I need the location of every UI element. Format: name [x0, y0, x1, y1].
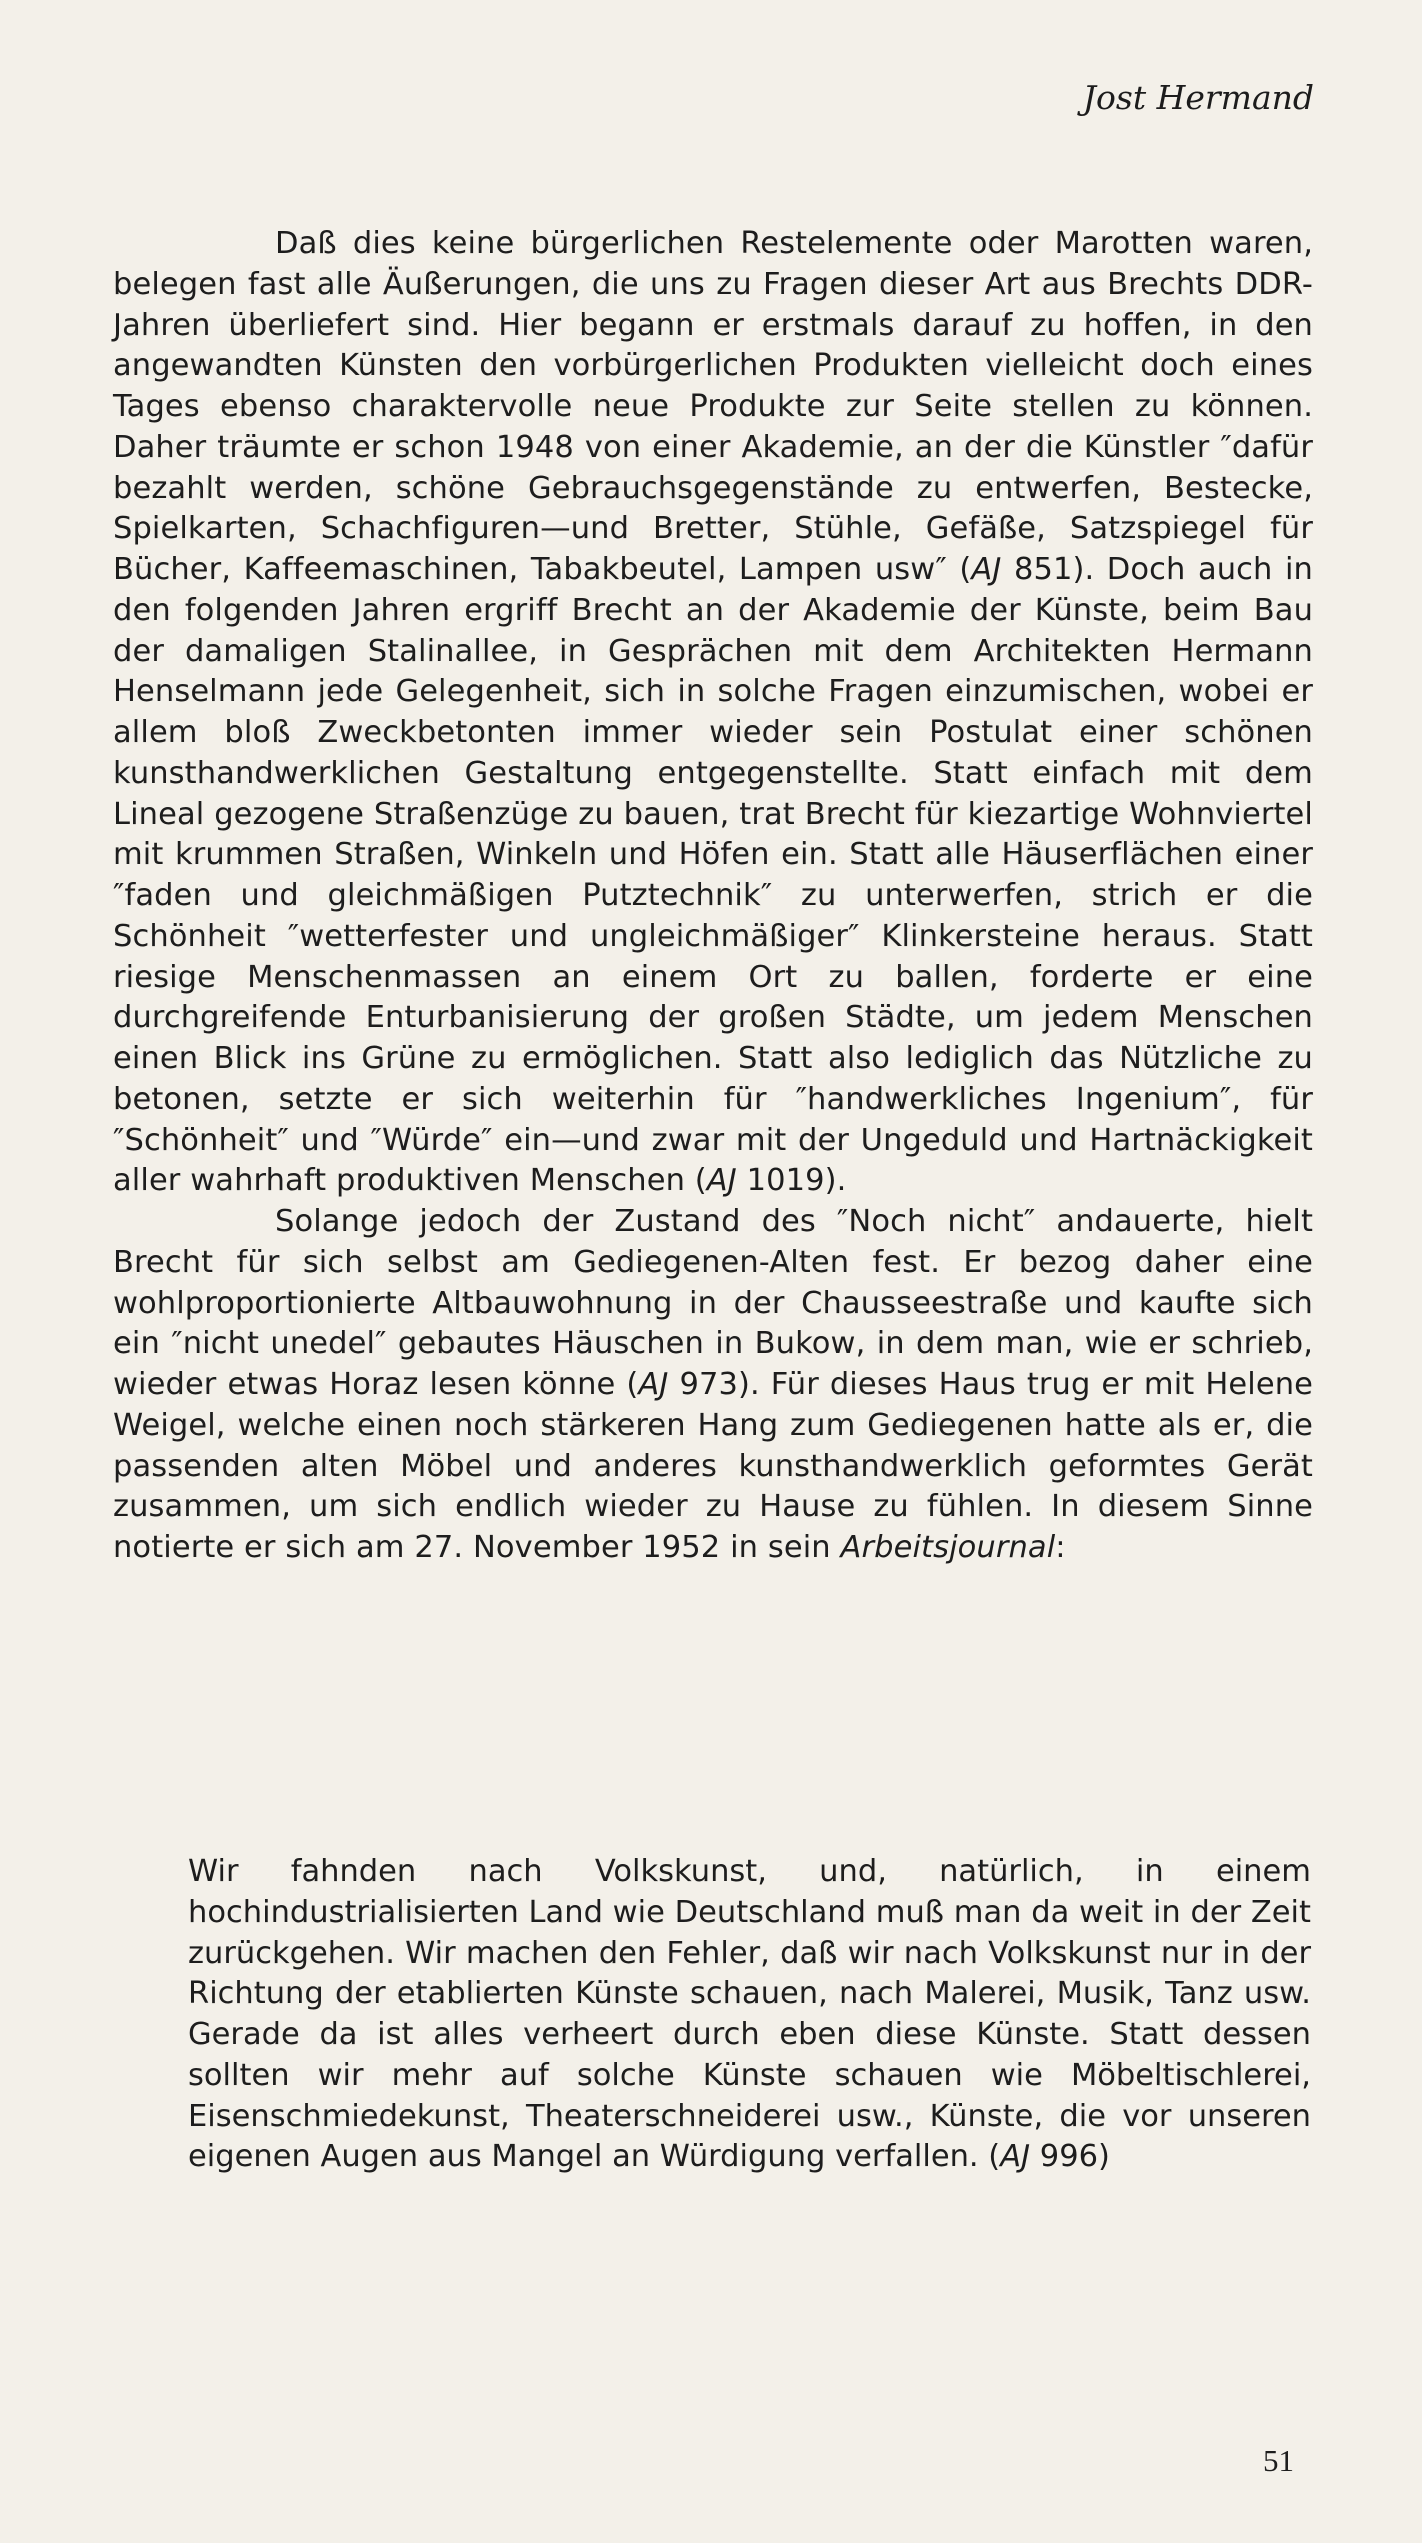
paragraph-1-text-c: 1019).	[736, 1163, 847, 1199]
citation-abbrev: AJ	[638, 1367, 669, 1402]
block-quote-end: 996)	[1030, 2139, 1110, 2175]
running-head: Jost Hermand	[1082, 78, 1314, 117]
journal-title: Arbeitsjournal	[840, 1530, 1056, 1565]
paragraph-1-text-b: 851). Doch auch in den folgenden Jahren ergriff Brecht an der Akademie der Künste, beim Bau der damaligen Stalinallee, in Gesprächen mit dem Architekten Hermann Henselmann jede Gelegenheit, sich in solche Fragen einzumischen, wobei er allem bloß Zweckbetonten immer wieder sein Postulat einer schönen kunsthandwerklichen Gestaltung entgegenstellte. Statt einfach mit dem Lineal gezogene Straßenzüge zu bauen, trat Brecht für kiezartige Wohnviertel mit krummen Straßen, Winkeln und Höfen ein. Statt alle Häuserflächen einer ″faden und gleichmäßigen Putztechnik″ zu unterwerfen, strich er die Schönheit ″wetterfester und ungleichmäßiger″ Klinkersteine heraus. Statt riesige Menschenmassen an einem Ort zu ballen, forderte er eine durchgreifende Enturbanisierung der großen Städte, um jedem Menschen einen Blick ins Grüne zu ermöglichen. Statt also lediglich das Nützliche zu betonen, setzte er sich weiterhin für ″handwerkliches Ingenium″, für ″Schönheit″ und ″Würde″ ein—und zwar mit der Ungeduld und Hartnäckigkeit aller wahrhaft produktiven Menschen (	[113, 552, 1313, 1199]
main-text	[113, 224, 1313, 1569]
paragraph-2-text-a: Solange jedoch der Zustand des ″Noch nicht″ andauerte, hielt Brecht für sich selbst am Gediegenen-Alten fest. Er bezog daher eine wohlproportionierte Altbauwohnung in der Chausseestraße und kaufte sich ein ″nicht unedel″ gebautes Häuschen in Bukow, in dem man, wie er schrieb, wieder etwas Horaz lesen könne (	[113, 1204, 1313, 1402]
page-number: 51	[1263, 2443, 1294, 2478]
block-quote-paragraph	[188, 1852, 1311, 2178]
block-quote-text: Wir fahnden nach Volkskunst, und, natürlich, in einem hochindustrialisierten Land wie Deutschland muß man da weit in der Zeit zurückgehen. Wir machen den Fehler, daß wir nach Volkskunst nur in der Richtung der etablierten Künste schauen, nach Malerei, Musik, Tanz usw. Gerade da ist alles verheert durch eben diese Künste. Statt dessen sollten wir mehr auf solche Künste schauen wie Möbeltischlerei, Eisenschmiedekunst, Theaterschneiderei usw., Künste, die vor unseren eigenen Augen aus Mangel an Würdigung verfallen. (	[188, 1854, 1311, 2175]
citation-abbrev: AJ	[971, 552, 1002, 587]
paragraph-2-text-b: 973). Für dieses Haus trug er mit Helene Weigel, welche einen noch stärkeren Hang zum Gediegenen hatte als er, die passenden alten Möbel und anderes kunsthandwerklich geformtes Gerät zusammen, um sich endlich wieder zu Hause zu fühlen. In diesem Sinne notierte er sich am 27. November 1952 in sein	[113, 1367, 1313, 1565]
block-quote	[188, 1852, 1311, 2178]
paragraph-1	[113, 224, 1313, 1202]
paragraph-2-end: :	[1055, 1530, 1066, 1565]
paragraph-1-text-a: Daß dies keine bürgerlichen Restelemente oder Marotten waren, belegen fast alle Äußerungen, die uns zu Fragen dieser Art aus Brechts DDR-Jahren überliefert sind. Hier begann er erstmals darauf zu hoffen, in den angewandten Künsten den vorbürgerlichen Produkten vielleicht doch eines Tages ebenso charaktervolle neue Produkte zur Seite stellen zu können. Daher träumte er schon 1948 von einer Akademie, an der die Künstler ″dafür bezahlt werden, schöne Gebrauchsgegenstände zu entwerfen, Bestecke, Spielkarten, Schachfiguren—und Bretter, Stühle, Gefäße, Satzspiegel für Bücher, Kaffeemaschinen, Tabakbeutel, Lampen usw″ (	[113, 226, 1313, 587]
citation-abbrev: AJ	[1000, 2139, 1031, 2175]
citation-abbrev: AJ	[706, 1163, 737, 1199]
paragraph-2	[113, 1202, 1313, 1569]
